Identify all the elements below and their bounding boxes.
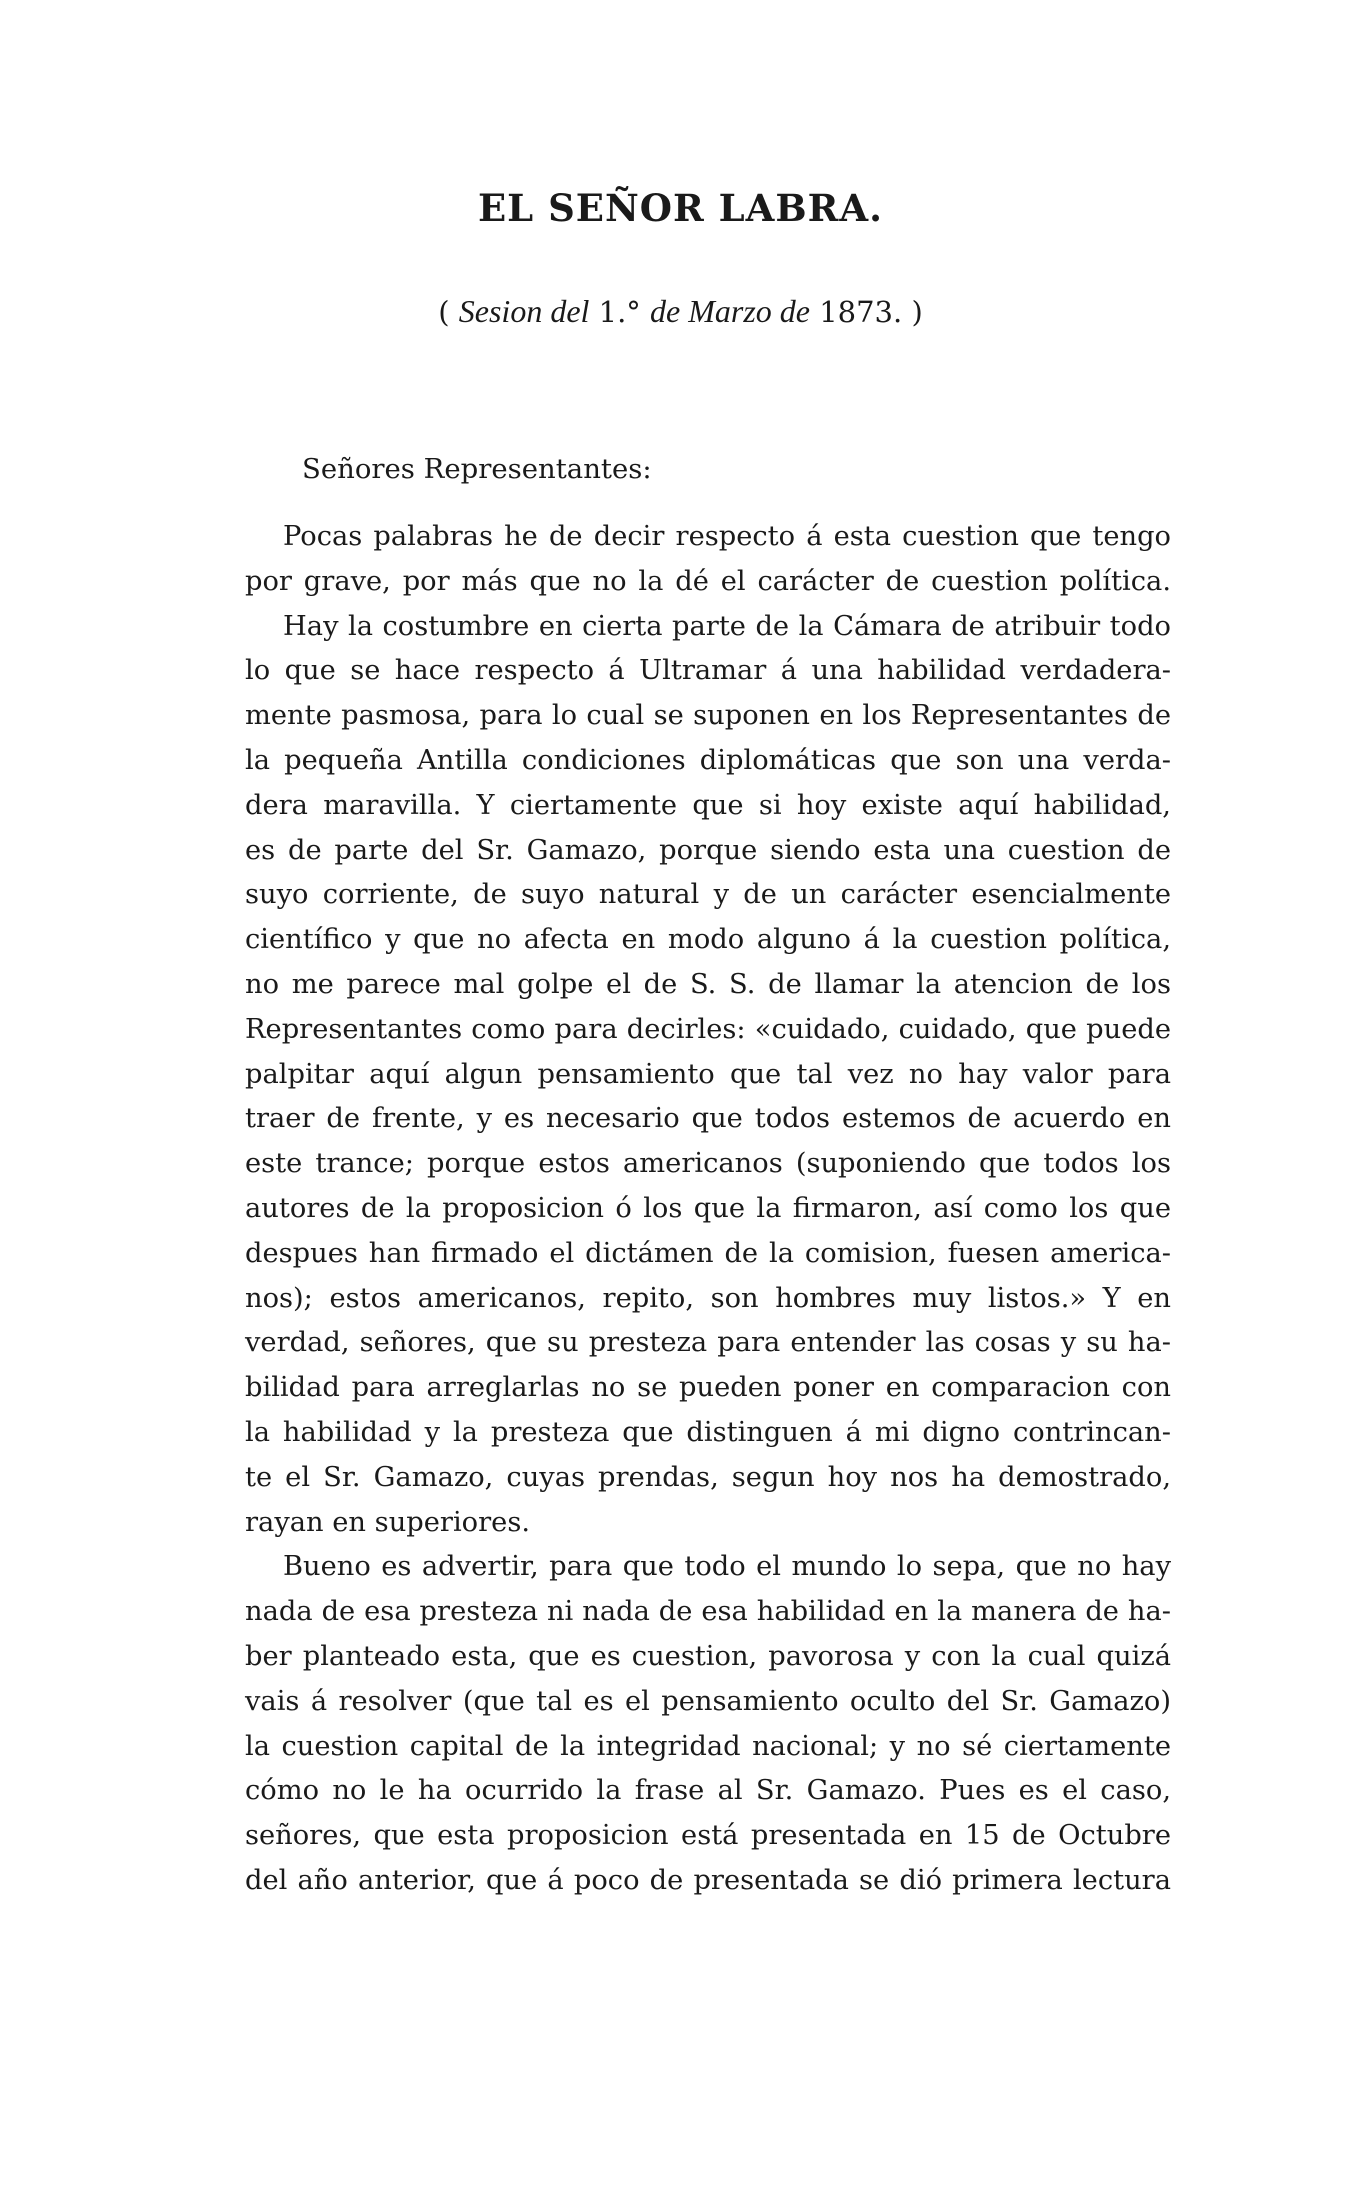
text-line: verdad, señores, que su presteza para entender las cosas y su ha-: [245, 1327, 1171, 1359]
text-line: Hay la costumbre en cierta parte de la Cámara de atribuir todo: [283, 610, 1171, 642]
text-line: este trance; porque estos americanos (suponiendo que todos los: [245, 1148, 1171, 1180]
session-month: de Marzo de: [650, 293, 810, 329]
text-line: ber planteado esta, que es cuestion, pavorosa y con la cual quizá: [245, 1640, 1171, 1672]
text-line: palpitar aquí algun pensamiento que tal vez no hay valor para: [245, 1058, 1171, 1090]
speech-body: [245, 515, 1171, 1904]
text-line: señores, que esta proposicion está presentada en 15 de Octubre: [245, 1820, 1171, 1852]
text-line: despues han firmado el dictámen de la comision, fuesen america-: [245, 1237, 1171, 1269]
session-close-paren: ): [911, 295, 923, 329]
session-date: [0, 293, 1361, 330]
session-day: 1.°: [598, 295, 641, 329]
text-line: Pocas palabras he de decir respecto á esta cuestion que tengo: [283, 521, 1171, 552]
text-line: nada de esa presteza ni nada de esa habilidad en la manera de ha-: [245, 1596, 1171, 1628]
text-line: científico y que no afecta en modo alguno á la cuestion política,: [245, 924, 1171, 956]
text-line: lo que se hace respecto á Ultramar á una habilidad verdadera-: [245, 655, 1171, 687]
text-line: la pequeña Antilla condiciones diplomáticas que son una verda-: [245, 744, 1171, 776]
text-line: te el Sr. Gamazo, cuyas prendas, segun hoy nos ha demostrado,: [245, 1461, 1171, 1493]
text-line: traer de frente, y es necesario que todos estemos de acuerdo en: [245, 1103, 1171, 1135]
text-line: bilidad para arreglarlas no se pueden poner en comparacion con: [245, 1372, 1171, 1404]
text-line: es de parte del Sr. Gamazo, porque siendo esta una cuestion de: [245, 834, 1171, 866]
text-line: dera maravilla. Y ciertamente que si hoy existe aquí habilidad,: [245, 789, 1171, 821]
text-line: vais á resolver (que tal es el pensamiento oculto del Sr. Gamazo): [245, 1685, 1171, 1717]
session-open-paren: (: [438, 295, 450, 329]
text-line: Bueno es advertir, para que todo el mundo lo sepa, que no hay: [283, 1551, 1171, 1583]
text-line: del año anterior, que á poco de presentada se dió primera lectura: [245, 1864, 1171, 1896]
text-line: no me parece mal golpe el de S. S. de llamar la atencion de los: [245, 968, 1171, 1000]
session-year: 1873.: [819, 295, 903, 329]
text-line: Representantes como para decirles: «cuidado, cuidado, que puede: [245, 1013, 1171, 1045]
session-prefix: Sesion del: [458, 293, 590, 329]
salutation: Señores Representantes:: [302, 453, 652, 485]
text-line: suyo corriente, de suyo natural y de un carácter esencialmente: [245, 879, 1171, 911]
text-line: nos); estos americanos, repito, son hombres muy listos.» Y en: [245, 1282, 1171, 1314]
text-line: por grave, por más que no la dé el carácter de cuestion política.: [245, 565, 1171, 597]
text-line: la habilidad y la presteza que distinguen á mi digno contrincan-: [245, 1416, 1171, 1448]
page-title: EL SEÑOR LABRA.: [477, 186, 884, 230]
text-line: rayan en superiores.: [245, 1506, 531, 1538]
text-line: mente pasmosa, para lo cual se suponen en los Representantes de: [245, 700, 1171, 732]
text-line: cómo no le ha ocurrido la frase al Sr. Gamazo. Pues es el caso,: [245, 1775, 1171, 1807]
text-line: la cuestion capital de la integridad nacional; y no sé ciertamente: [245, 1730, 1171, 1762]
text-line: autores de la proposicion ó los que la firmaron, así como los que: [245, 1192, 1171, 1224]
